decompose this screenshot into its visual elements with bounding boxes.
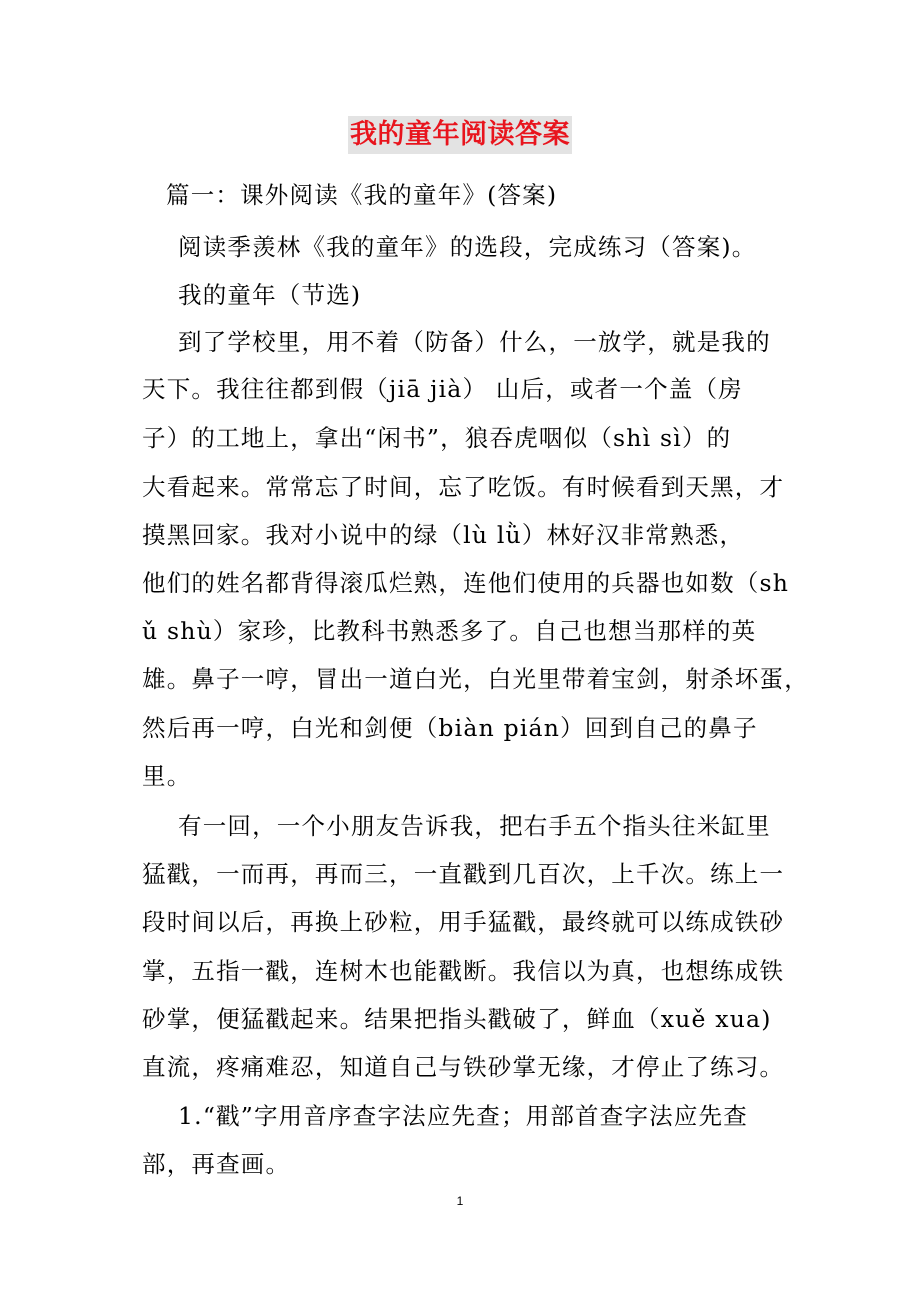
- paragraph-line-instruction: 阅读季羡林《我的童年》的选段，完成练习（答案)。: [178, 233, 757, 261]
- paragraph-line: 雄。鼻子一哼，冒出一道白光，白光里带着宝剑，射杀坏蛋，: [142, 665, 809, 693]
- paragraph-line: 直流，疼痛难忍，知道自己与铁砂掌无缘，才停止了练习。: [142, 1053, 785, 1081]
- paragraph-line: 猛戳，一而再，再而三，一直戳到几百次，上千次。练上一: [142, 860, 785, 888]
- paragraph-line: 到了学校里，用不着（防备）什么，一放学，就是我的: [178, 328, 771, 356]
- paragraph-line: 掌，五指一戳，连树木也能戳断。我信以为真，也想练成铁: [142, 957, 785, 985]
- page-number: 1: [456, 1194, 464, 1208]
- paragraph-line: ǔ shù）家珍，比教科书熟悉多了。自己也想当那样的英: [142, 617, 757, 645]
- paragraph-line: 然后再一哼，白光和剑便（biàn pián）回到自己的鼻子: [142, 714, 758, 742]
- paragraph-line: 子）的工地上，拿出“闲书”，狼吞虎咽似（shì sì）的: [142, 424, 732, 452]
- document-title: 我的童年阅读答案: [348, 116, 572, 154]
- question-line: 部，再查画。: [142, 1150, 291, 1178]
- question-line: 1.“戳”字用音序查字法应先查；用部首查字法应先查: [178, 1102, 748, 1130]
- paragraph-line-subtitle: 我的童年（节选): [178, 281, 362, 309]
- paragraph-line-section-heading: 篇一：课外阅读《我的童年》(答案): [166, 181, 558, 209]
- paragraph-line: 段时间以后，再换上砂粒，用手猛戳，最终就可以练成铁砂: [142, 908, 785, 936]
- paragraph-line: 摸黑回家。我对小说中的绿（lù lǜ）林好汉非常熟悉，: [142, 521, 745, 549]
- paragraph-line: 有一回，一个小朋友告诉我，把右手五个指头往米缸里: [178, 812, 771, 840]
- paragraph-line: 大看起来。常常忘了时间，忘了吃饭。有时候看到天黑，才: [142, 473, 785, 501]
- paragraph-line: 砂掌，便猛戳起来。结果把指头戳破了，鲜血（xuě xua): [142, 1005, 772, 1033]
- title-container: [0, 116, 920, 154]
- paragraph-line: 里。: [142, 762, 192, 790]
- paragraph-line: 他们的姓名都背得滚瓜烂熟，连他们使用的兵器也如数（sh: [142, 569, 790, 597]
- paragraph-line: 天下。我往往都到假（jiā jià） 山后，或者一个盖（房: [142, 375, 743, 403]
